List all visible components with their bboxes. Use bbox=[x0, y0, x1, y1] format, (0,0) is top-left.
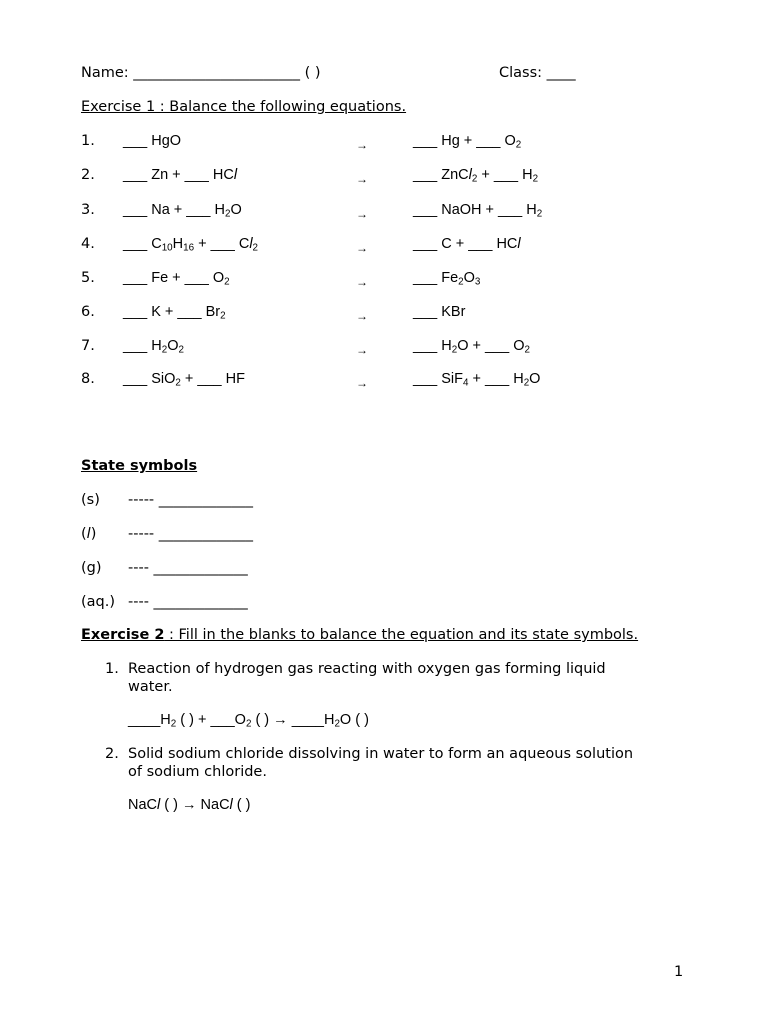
subscript: 2 bbox=[224, 276, 230, 288]
subscript: 2 bbox=[178, 344, 184, 356]
subscript: 2 bbox=[515, 139, 522, 151]
subscript: 2 bbox=[471, 173, 478, 185]
equation-products bbox=[413, 338, 530, 354]
formula-text: (s) bbox=[81, 492, 100, 508]
q2-number: 2. bbox=[105, 746, 119, 762]
formula-text: O ( ) bbox=[339, 712, 369, 728]
italic-symbol: l bbox=[517, 236, 521, 252]
reaction-arrow: → bbox=[356, 275, 368, 289]
formula-text: O + ___ O bbox=[457, 338, 525, 354]
formula-text: ___ Fe + ___ O bbox=[123, 270, 225, 286]
subscript: 2 bbox=[334, 718, 340, 730]
formula-text: H bbox=[172, 236, 184, 252]
italic-symbol: l bbox=[249, 236, 253, 252]
reaction-arrow: → bbox=[356, 207, 368, 221]
equation-reactants bbox=[123, 270, 230, 286]
equation-reactants bbox=[123, 371, 245, 387]
formula-text: ____H bbox=[287, 712, 335, 728]
subscript: 2 bbox=[523, 377, 530, 389]
state-symbol-blank: ---- _____________ bbox=[128, 594, 248, 610]
formula-text: ___ HgO bbox=[123, 133, 182, 149]
formula-text: ____H bbox=[128, 712, 171, 728]
reaction-arrow: → bbox=[356, 138, 368, 152]
italic-symbol: l bbox=[233, 167, 238, 183]
formula-text: (g) bbox=[81, 560, 102, 576]
formula-text: ___ K + ___ Br bbox=[123, 304, 221, 320]
equation-products bbox=[413, 202, 542, 218]
equation-products bbox=[413, 304, 465, 320]
equation-reactants bbox=[123, 304, 226, 320]
formula-text: ( ) + ___O bbox=[176, 712, 246, 728]
q1-text-line1: Reaction of hydrogen gas reacting with oxygen gas forming liquid bbox=[128, 661, 606, 677]
reaction-arrow: → bbox=[356, 172, 368, 186]
equation-number: 2. bbox=[81, 167, 95, 183]
formula-text: + ___ H bbox=[468, 371, 524, 387]
formula-text: ( ) bbox=[251, 712, 274, 728]
formula-text: ___ ZnC bbox=[413, 167, 469, 183]
subscript: 2 bbox=[224, 208, 231, 220]
subscript: 3 bbox=[474, 276, 481, 288]
formula-text: O bbox=[463, 270, 475, 286]
equation-products bbox=[413, 371, 540, 387]
equation-reactants bbox=[123, 202, 242, 218]
equation-number: 4. bbox=[81, 236, 95, 252]
equation-number: 6. bbox=[81, 304, 95, 320]
reaction-arrow: → bbox=[356, 309, 368, 323]
formula-text: (aq.) bbox=[81, 594, 116, 610]
equation-products bbox=[413, 133, 521, 149]
subscript: 2 bbox=[170, 718, 177, 730]
equation-number: 7. bbox=[81, 338, 95, 354]
formula-text: NaC bbox=[196, 797, 230, 813]
equation-products bbox=[413, 270, 480, 286]
italic-symbol: l bbox=[468, 167, 472, 183]
subscript: 4 bbox=[462, 377, 469, 389]
equation-number: 5. bbox=[81, 270, 95, 286]
reaction-arrow: → bbox=[356, 241, 368, 255]
q1-number: 1. bbox=[105, 661, 119, 677]
formula-text: ___ SiF bbox=[413, 371, 463, 387]
formula-text: O bbox=[167, 338, 179, 354]
formula-text: ( ) bbox=[232, 797, 251, 813]
formula-text: + ___ C bbox=[194, 236, 250, 252]
italic-symbol: l bbox=[157, 797, 161, 813]
equation-reactants bbox=[123, 236, 258, 252]
subscript: 2 bbox=[524, 344, 530, 356]
subscript: 2 bbox=[175, 377, 181, 389]
subscript: 2 bbox=[220, 310, 226, 322]
formula-text: ___ Zn + ___ HC bbox=[123, 167, 234, 183]
subscript: 2 bbox=[458, 276, 464, 288]
page-number: 1 bbox=[674, 964, 684, 980]
formula-text: ) bbox=[90, 526, 97, 542]
formula-text: ___ SiO bbox=[123, 371, 176, 387]
subscript: 2 bbox=[532, 173, 539, 185]
formula-text: ___ H bbox=[413, 338, 452, 354]
italic-symbol: l bbox=[229, 797, 233, 813]
reaction-arrow: → bbox=[356, 343, 368, 357]
formula-text: + ___ H bbox=[477, 167, 533, 183]
formula-text: NaC bbox=[128, 797, 158, 813]
q2-equation bbox=[128, 797, 251, 813]
state-symbol bbox=[81, 594, 115, 610]
equation-reactants bbox=[123, 133, 181, 149]
subscript: 2 bbox=[252, 242, 259, 254]
state-symbol bbox=[81, 560, 102, 576]
subscript: 2 bbox=[161, 344, 168, 356]
formula-text: ___ Fe bbox=[413, 270, 459, 286]
formula-text: ( bbox=[81, 526, 87, 542]
class-field-label: Class: ____ bbox=[499, 65, 576, 81]
equation-number: 3. bbox=[81, 202, 95, 218]
reaction-arrow: → bbox=[356, 376, 368, 390]
equation-reactants bbox=[123, 167, 237, 183]
subscript: 2 bbox=[451, 344, 458, 356]
formula-text: ___ NaOH + ___ H bbox=[413, 202, 537, 218]
state-symbol-blank: ----- _____________ bbox=[128, 526, 254, 542]
subscript: 16 bbox=[183, 242, 195, 254]
name-field-label: Name: _______________________ ( ) bbox=[81, 65, 321, 81]
subscript: 2 bbox=[536, 208, 543, 220]
arrow-symbol: → bbox=[273, 712, 288, 728]
subscript: 2 bbox=[245, 718, 252, 730]
formula-text: ___ H bbox=[123, 338, 162, 354]
q1-text-line2: water. bbox=[128, 679, 173, 695]
formula-text: O bbox=[529, 371, 541, 387]
equation-products bbox=[413, 236, 521, 252]
state-symbols-title: State symbols bbox=[81, 458, 198, 474]
q2-text-line2: of sodium chloride. bbox=[128, 764, 267, 780]
formula-text: + ___ HF bbox=[180, 371, 245, 387]
equation-reactants bbox=[123, 338, 184, 354]
equation-products bbox=[413, 167, 538, 183]
state-symbol-blank: ----- _____________ bbox=[128, 492, 254, 508]
q1-equation bbox=[128, 712, 369, 728]
subscript: 10 bbox=[161, 242, 173, 254]
formula-text: O bbox=[230, 202, 242, 218]
state-symbol-blank: ---- _____________ bbox=[128, 560, 248, 576]
equation-number: 8. bbox=[81, 371, 95, 387]
q2-text-line1: Solid sodium chloride dissolving in water to form an aqueous solution bbox=[128, 746, 634, 762]
formula-text: ___ Na + ___ H bbox=[123, 202, 225, 218]
formula-text: ___ C + ___ HC bbox=[413, 236, 518, 252]
exercise2-title-bold: Exercise 2 bbox=[81, 627, 165, 643]
state-symbol bbox=[81, 526, 96, 542]
state-symbol bbox=[81, 492, 100, 508]
equation-number: 1. bbox=[81, 133, 95, 149]
exercise2-title bbox=[81, 627, 638, 643]
arrow-symbol: → bbox=[182, 797, 197, 813]
italic-symbol: l bbox=[86, 526, 91, 542]
formula-text: ___ C bbox=[123, 236, 162, 252]
formula-text: ___ Hg + ___ O bbox=[413, 133, 516, 149]
formula-text: ( ) bbox=[160, 797, 182, 813]
exercise1-title: Exercise 1 : Balance the following equations. bbox=[81, 99, 407, 115]
formula-text: ___ KBr bbox=[413, 304, 466, 320]
exercise2-title-rest: : Fill in the blanks to balance the equation and its state symbols. bbox=[164, 627, 639, 643]
